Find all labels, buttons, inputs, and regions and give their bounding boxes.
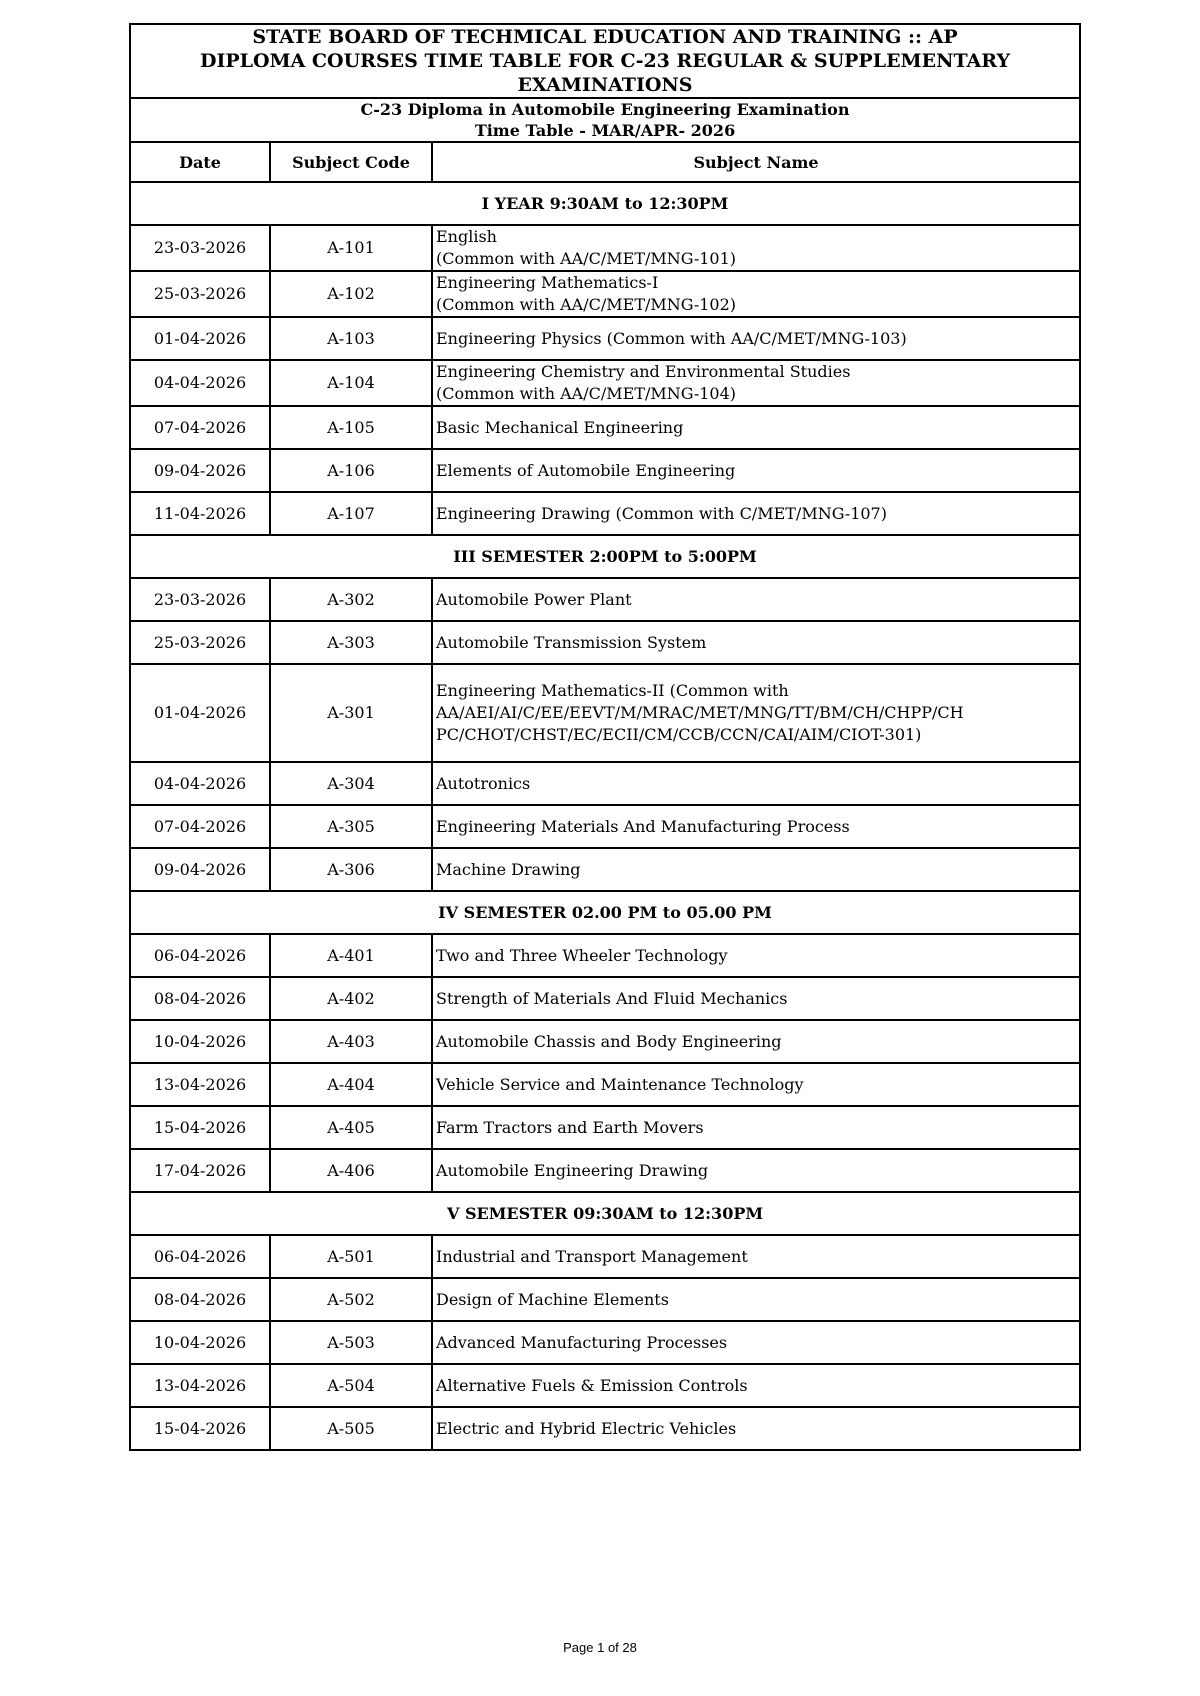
subject-code: A-503: [270, 1321, 432, 1364]
subject-code: A-403: [270, 1020, 432, 1063]
subject-name: [432, 762, 1080, 805]
section-heading: III SEMESTER 2:00PM to 5:00PM: [130, 535, 1080, 578]
table-row: [130, 621, 1080, 664]
section-heading: IV SEMESTER 02.00 PM to 05.00 PM: [130, 891, 1080, 934]
subject-code: A-106: [270, 449, 432, 492]
subject-name: [432, 1235, 1080, 1278]
document-subtitle: [130, 98, 1080, 142]
subject-name-line: Automobile Transmission System: [436, 632, 707, 652]
subtitle-line-2: Time Table - MAR/APR- 2026: [474, 121, 736, 140]
subject-code: A-404: [270, 1063, 432, 1106]
subject-name: [432, 1149, 1080, 1192]
exam-date: 06-04-2026: [130, 934, 270, 977]
exam-date: 09-04-2026: [130, 449, 270, 492]
subject-name: [432, 317, 1080, 360]
table-row: [130, 805, 1080, 848]
column-header-code: Subject Code: [270, 142, 432, 182]
table-row: [130, 1063, 1080, 1106]
exam-date: 25-03-2026: [130, 621, 270, 664]
subject-code: A-305: [270, 805, 432, 848]
table-row: [130, 578, 1080, 621]
subject-name-line: Alternative Fuels & Emission Controls: [436, 1375, 748, 1395]
exam-date: 11-04-2026: [130, 492, 270, 535]
subject-name: [432, 977, 1080, 1020]
exam-date: 13-04-2026: [130, 1063, 270, 1106]
title-row: [130, 24, 1080, 98]
subject-name-line: Engineering Drawing (Common with C/MET/MNG-107): [436, 503, 887, 523]
subject-name: [432, 578, 1080, 621]
subject-name: [432, 406, 1080, 449]
exam-date: 10-04-2026: [130, 1321, 270, 1364]
table-row: [130, 848, 1080, 891]
subject-name-line: Engineering Materials And Manufacturing Process: [436, 816, 850, 836]
subject-code: A-502: [270, 1278, 432, 1321]
table-row: [130, 271, 1080, 317]
subject-name: [432, 271, 1080, 317]
subject-name-line: Industrial and Transport Management: [436, 1246, 748, 1266]
exam-date: 08-04-2026: [130, 977, 270, 1020]
subject-name: [432, 1321, 1080, 1364]
subject-code: A-101: [270, 225, 432, 271]
subject-code: A-302: [270, 578, 432, 621]
subject-code: A-107: [270, 492, 432, 535]
section-heading-row: [130, 182, 1080, 225]
subject-name: [432, 1278, 1080, 1321]
subject-code: A-306: [270, 848, 432, 891]
subject-name: [432, 225, 1080, 271]
subject-name-line: (Common with AA/C/MET/MNG-104): [436, 384, 737, 403]
subject-code: A-105: [270, 406, 432, 449]
table-row: [130, 1407, 1080, 1450]
subtitle-line-1: C-23 Diploma in Automobile Engineering Examination: [360, 100, 850, 119]
column-header-row: [130, 142, 1080, 182]
table-row: [130, 1235, 1080, 1278]
column-header-date: Date: [130, 142, 270, 182]
subject-name: [432, 1407, 1080, 1450]
section-heading: I YEAR 9:30AM to 12:30PM: [130, 182, 1080, 225]
table-row: [130, 762, 1080, 805]
subject-name: [432, 621, 1080, 664]
subject-name-line: Engineering Mathematics-I: [436, 273, 659, 292]
exam-date: 01-04-2026: [130, 664, 270, 762]
exam-date: 23-03-2026: [130, 578, 270, 621]
subject-name-line: (Common with AA/C/MET/MNG-102): [436, 295, 737, 314]
subject-name-line: Machine Drawing: [436, 859, 581, 879]
subject-name-line: Elements of Automobile Engineering: [436, 460, 736, 480]
table-row: [130, 1106, 1080, 1149]
table-row: [130, 406, 1080, 449]
subject-name-line: PC/CHOT/CHST/EC/ECII/CM/CCB/CCN/CAI/AIM/CIOT-301): [436, 725, 922, 744]
subject-code: A-102: [270, 271, 432, 317]
document-title: [130, 24, 1080, 98]
subject-name-line: English: [436, 227, 497, 246]
table-row: [130, 225, 1080, 271]
table-row: [130, 360, 1080, 406]
subject-code: A-504: [270, 1364, 432, 1407]
exam-date: 06-04-2026: [130, 1235, 270, 1278]
subtitle-row: [130, 98, 1080, 142]
exam-date: 04-04-2026: [130, 762, 270, 805]
exam-date: 17-04-2026: [130, 1149, 270, 1192]
title-line-2: DIPLOMA COURSES TIME TABLE FOR C-23 REGULAR & SUPPLEMENTARY EXAMINATIONS: [199, 50, 1011, 96]
subject-name-line: Automobile Chassis and Body Engineering: [436, 1031, 782, 1051]
subject-code: A-301: [270, 664, 432, 762]
subject-name-line: Automobile Engineering Drawing: [436, 1160, 709, 1180]
timetable-table: [129, 23, 1081, 1451]
table-row: [130, 664, 1080, 762]
table-row: [130, 449, 1080, 492]
exam-date: 23-03-2026: [130, 225, 270, 271]
exam-date: 15-04-2026: [130, 1407, 270, 1450]
table-row: [130, 1020, 1080, 1063]
table-row: [130, 1278, 1080, 1321]
subject-code: A-501: [270, 1235, 432, 1278]
table-row: [130, 934, 1080, 977]
subject-name-line: Basic Mechanical Engineering: [436, 417, 684, 437]
table-row: [130, 492, 1080, 535]
subject-code: A-104: [270, 360, 432, 406]
subject-code: A-103: [270, 317, 432, 360]
subject-name-line: Vehicle Service and Maintenance Technology: [436, 1074, 804, 1094]
subject-name-line: AA/AEI/AI/C/EE/EEVT/M/MRAC/MET/MNG/TT/BM/CH/CHPP/CH: [436, 703, 964, 722]
subject-name-line: Advanced Manufacturing Processes: [436, 1332, 728, 1352]
section-heading: V SEMESTER 09:30AM to 12:30PM: [130, 1192, 1080, 1235]
subject-name: [432, 1020, 1080, 1063]
timetable-sheet: [129, 23, 1079, 1451]
subject-code: A-304: [270, 762, 432, 805]
subject-name-line: Engineering Chemistry and Environmental Studies: [436, 362, 851, 381]
section-heading-row: [130, 535, 1080, 578]
subject-code: A-405: [270, 1106, 432, 1149]
subject-name: [432, 1364, 1080, 1407]
table-row: [130, 1321, 1080, 1364]
subject-name: [432, 360, 1080, 406]
exam-date: 04-04-2026: [130, 360, 270, 406]
exam-date: 07-04-2026: [130, 805, 270, 848]
subject-name: [432, 449, 1080, 492]
section-heading-row: [130, 891, 1080, 934]
page-footer: Page 1 of 28: [563, 1640, 637, 1655]
subject-name: [432, 1063, 1080, 1106]
subject-name: [432, 805, 1080, 848]
title-line-1: STATE BOARD OF TECHMICAL EDUCATION AND TRAINING :: AP: [252, 26, 958, 48]
table-row: [130, 317, 1080, 360]
subject-name-line: Engineering Physics (Common with AA/C/MET/MNG-103): [436, 328, 907, 348]
subject-name-line: (Common with AA/C/MET/MNG-101): [436, 249, 737, 268]
subject-name-line: Farm Tractors and Earth Movers: [436, 1117, 704, 1137]
subject-code: A-401: [270, 934, 432, 977]
subject-name: [432, 492, 1080, 535]
subject-name-line: Electric and Hybrid Electric Vehicles: [436, 1418, 737, 1438]
subject-code: A-406: [270, 1149, 432, 1192]
exam-date: 01-04-2026: [130, 317, 270, 360]
subject-code: A-402: [270, 977, 432, 1020]
subject-name-line: Automobile Power Plant: [436, 589, 632, 609]
subject-name: [432, 934, 1080, 977]
exam-date: 08-04-2026: [130, 1278, 270, 1321]
table-row: [130, 977, 1080, 1020]
exam-date: 13-04-2026: [130, 1364, 270, 1407]
subject-code: A-505: [270, 1407, 432, 1450]
section-heading-row: [130, 1192, 1080, 1235]
exam-date: 07-04-2026: [130, 406, 270, 449]
table-row: [130, 1364, 1080, 1407]
subject-name: [432, 1106, 1080, 1149]
subject-name: [432, 848, 1080, 891]
subject-name-line: Design of Machine Elements: [436, 1289, 669, 1309]
exam-date: 10-04-2026: [130, 1020, 270, 1063]
subject-name-line: Strength of Materials And Fluid Mechanics: [436, 988, 788, 1008]
subject-name-line: Two and Three Wheeler Technology: [436, 945, 728, 965]
table-row: [130, 1149, 1080, 1192]
subject-name-line: Autotronics: [436, 773, 531, 793]
exam-date: 25-03-2026: [130, 271, 270, 317]
subject-name-line: Engineering Mathematics-II (Common with: [436, 681, 789, 700]
exam-date: 15-04-2026: [130, 1106, 270, 1149]
exam-date: 09-04-2026: [130, 848, 270, 891]
subject-name: [432, 664, 1080, 762]
subject-code: A-303: [270, 621, 432, 664]
column-header-name: Subject Name: [432, 142, 1080, 182]
